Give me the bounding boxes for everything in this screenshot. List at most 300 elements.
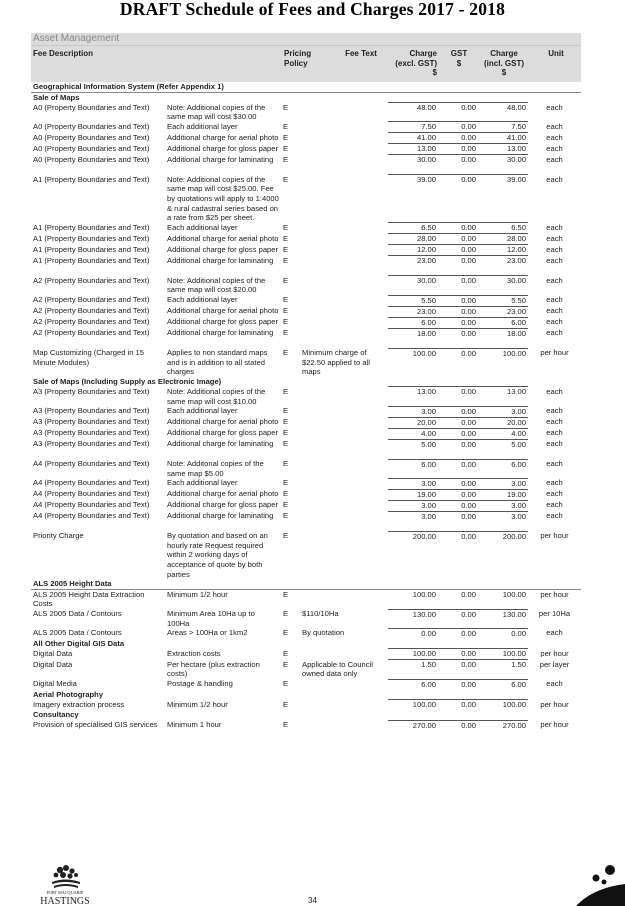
unit: each [546, 439, 563, 449]
table-row [31, 700, 581, 711]
gst-amount: 0.00 [438, 660, 478, 679]
fee-description: A3 (Property Boundaries and Text) [33, 439, 150, 449]
fee-detail: Note: Additional copies of the same map will cost $20.00 [167, 275, 266, 295]
fee-detail: Note: Additional copies of the same map will cost $25.00. Fee by quotations will apply to 1:4000 & rural cadastral series based on a rate from $25 per sheet. [167, 174, 279, 223]
subgroup-heading-row [31, 710, 581, 720]
charge-incl-gst: 100.00 [478, 348, 528, 377]
header-fee-description: Fee Description [33, 49, 94, 58]
subgroup-heading: Sale of Maps [33, 92, 80, 102]
charge-incl-gst: 30.00 [478, 155, 528, 175]
header-gst: GST $ [450, 49, 468, 68]
table-row [31, 328, 581, 348]
charge-incl-gst: 6.50 [478, 223, 528, 234]
charge-excl-gst: 130.00 [388, 609, 438, 628]
gst-amount: 0.00 [438, 700, 478, 711]
gst-amount: 0.00 [438, 628, 478, 639]
charge-excl-gst: 100.00 [388, 700, 438, 711]
fee-description: A4 (Property Boundaries and Text) [33, 459, 150, 469]
gst-amount: 0.00 [438, 155, 478, 175]
pricing-policy: E [283, 317, 289, 327]
charge-incl-gst: 3.00 [478, 500, 528, 511]
charge-excl-gst: 30.00 [388, 155, 438, 175]
charge-excl-gst: 6.50 [388, 223, 438, 234]
fee-text [300, 328, 388, 348]
charge-incl-gst: 30.00 [478, 276, 528, 295]
fee-detail: Per hectare (plus extraction costs) [167, 659, 260, 679]
fee-detail: Additional charge for gloss paper [167, 143, 279, 153]
corner-decoration [548, 862, 625, 906]
pricing-policy: E [283, 679, 289, 688]
charge-excl-gst: 48.00 [388, 103, 438, 122]
fee-description: Map Customizing (Charged in 15 Minute Modules) [33, 348, 145, 367]
charge-incl-gst: 200.00 [478, 531, 528, 579]
gst-amount: 0.00 [438, 478, 478, 489]
table-row [31, 306, 581, 317]
charge-incl-gst: 13.00 [478, 144, 528, 155]
fee-text [300, 700, 388, 711]
table-row [31, 144, 581, 155]
subgroup-heading: Consultancy [33, 710, 79, 720]
charge-excl-gst: 3.00 [388, 500, 438, 511]
logo-line-1: PORT MACQUARIE [46, 890, 84, 895]
fee-description: A2 (Property Boundaries and Text) [33, 317, 150, 327]
charge-incl-gst: 13.00 [478, 387, 528, 406]
pricing-policy: E [283, 306, 289, 316]
table-row [31, 406, 581, 417]
fee-detail: Additional charge for aerial photo [167, 132, 279, 142]
gst-amount: 0.00 [438, 122, 478, 133]
fee-detail: Additional charge for laminating [167, 328, 274, 338]
charge-incl-gst: 18.00 [478, 328, 528, 348]
charge-incl-gst: 130.00 [478, 609, 528, 628]
gst-amount: 0.00 [438, 276, 478, 295]
gst-amount: 0.00 [438, 328, 478, 348]
table-row [31, 234, 581, 245]
gst-amount: 0.00 [438, 103, 478, 122]
fee-description: A0 (Property Boundaries and Text) [33, 102, 150, 112]
table-row [31, 511, 581, 531]
unit: each [546, 295, 563, 305]
charge-excl-gst: 6.00 [388, 459, 438, 478]
charge-excl-gst: 6.00 [388, 317, 438, 328]
unit: each [546, 132, 563, 142]
header-fee-text: Fee Text [345, 49, 377, 58]
fee-detail: Each additional layer [167, 406, 238, 416]
charge-incl-gst: 100.00 [478, 700, 528, 711]
fee-text [300, 649, 388, 660]
fee-text [300, 511, 388, 531]
table-row [31, 256, 581, 276]
gst-amount: 0.00 [438, 223, 478, 234]
charge-excl-gst: 100.00 [388, 649, 438, 660]
table-row [31, 478, 581, 489]
gst-amount: 0.00 [438, 175, 478, 223]
fee-description: A1 (Property Boundaries and Text) [33, 255, 150, 265]
gst-amount: 0.00 [438, 144, 478, 155]
unit: each [546, 428, 563, 438]
fee-text [300, 175, 388, 223]
fee-detail: Postage & handling [167, 679, 233, 688]
table-row [31, 679, 581, 690]
pricing-policy: E [283, 255, 289, 265]
fee-text [300, 489, 388, 500]
fee-text [300, 500, 388, 511]
fee-text [300, 122, 388, 133]
fee-description: A0 (Property Boundaries and Text) [33, 143, 150, 153]
fee-detail: Note: Additonal copies of the same map $5.00 [167, 459, 264, 478]
subgroup-heading-row [31, 92, 581, 103]
fee-detail: Additional charge for aerial photo [167, 306, 279, 316]
charge-excl-gst: 13.00 [388, 144, 438, 155]
header-unit: Unit [548, 49, 564, 58]
fee-detail: Minimum 1/2 hour [167, 699, 228, 709]
fee-description: A3 (Property Boundaries and Text) [33, 428, 150, 438]
table-header [31, 45, 581, 82]
gst-amount: 0.00 [438, 306, 478, 317]
charge-excl-gst: 3.00 [388, 511, 438, 531]
gst-amount: 0.00 [438, 489, 478, 500]
fee-description: A2 (Property Boundaries and Text) [33, 306, 150, 316]
table-row [31, 155, 581, 175]
fee-text: Minimum charge of $22.50 applied to all maps [302, 348, 370, 377]
fee-description: A2 (Property Boundaries and Text) [33, 295, 150, 305]
fee-detail: Each additional layer [167, 295, 238, 305]
charge-incl-gst: 6.00 [478, 317, 528, 328]
charge-excl-gst: 5.50 [388, 295, 438, 306]
unit: each [546, 275, 563, 285]
gst-amount: 0.00 [438, 417, 478, 428]
pricing-policy: E [283, 121, 289, 131]
fee-text [300, 155, 388, 175]
charge-incl-gst: 7.50 [478, 122, 528, 133]
charge-incl-gst: 1.50 [478, 660, 528, 679]
fee-description: A2 (Property Boundaries and Text) [33, 275, 150, 285]
subgroup-heading: All Other Digital GIS Data [33, 638, 125, 648]
gst-amount: 0.00 [438, 609, 478, 628]
pricing-policy: E [283, 275, 289, 285]
fee-detail: Additional charge for gloss paper [167, 428, 279, 438]
unit: each [546, 386, 563, 396]
charge-excl-gst: 3.00 [388, 478, 438, 489]
fee-text [300, 417, 388, 428]
unit: per hour [540, 348, 569, 358]
fee-text [300, 223, 388, 234]
gst-amount: 0.00 [438, 439, 478, 459]
header-charge-excl: Charge (excl. GST) $ [395, 49, 437, 77]
charge-incl-gst: 3.00 [478, 478, 528, 489]
pricing-policy: E [283, 222, 289, 232]
pricing-policy: E [283, 531, 289, 541]
pricing-policy: E [283, 348, 289, 358]
unit: each [546, 478, 563, 488]
pricing-policy: E [283, 609, 289, 619]
charge-incl-gst: 100.00 [478, 589, 528, 609]
pricing-policy: E [283, 328, 289, 338]
gst-amount: 0.00 [438, 649, 478, 660]
unit: each [546, 102, 563, 112]
charge-excl-gst: 0.00 [388, 628, 438, 639]
fee-text [300, 103, 388, 122]
charge-excl-gst: 100.00 [388, 348, 438, 377]
unit: each [546, 406, 563, 416]
pricing-policy: E [283, 478, 289, 488]
unit: per hour [540, 589, 569, 599]
table-row [31, 628, 581, 639]
table-row [31, 276, 581, 295]
gst-amount: 0.00 [438, 406, 478, 417]
gst-amount: 0.00 [438, 256, 478, 276]
group-heading-row [31, 82, 581, 92]
charge-excl-gst: 20.00 [388, 417, 438, 428]
charge-excl-gst: 23.00 [388, 256, 438, 276]
fee-detail: Minimum Area 10Ha up to 100Ha [167, 609, 255, 628]
fee-description: ALS 2005 Height Data Extraction Costs [33, 589, 145, 609]
table-row [31, 660, 581, 679]
gst-amount: 0.00 [438, 500, 478, 511]
unit: each [546, 143, 563, 153]
table-row [31, 122, 581, 133]
charge-excl-gst: 23.00 [388, 306, 438, 317]
charge-incl-gst: 5.00 [478, 439, 528, 459]
pricing-policy: E [283, 459, 289, 469]
charge-excl-gst: 19.00 [388, 489, 438, 500]
table-row [31, 295, 581, 306]
gst-amount: 0.00 [438, 511, 478, 531]
fee-detail: By quotation and based on an hourly rate Request required within 2 working days of acceptance of quote by both parties [167, 531, 268, 579]
charge-excl-gst: 100.00 [388, 589, 438, 609]
fee-detail: Note: Additional copies of the same map will cost $30.00 [167, 102, 266, 122]
group-heading: Geographical Information System (Refer Appendix 1) [31, 82, 581, 92]
fee-description: A1 (Property Boundaries and Text) [33, 174, 150, 184]
subgroup-heading-row [31, 639, 581, 649]
unit: per hour [540, 720, 569, 730]
charge-incl-gst: 4.00 [478, 428, 528, 439]
charge-incl-gst: 48.00 [478, 103, 528, 122]
charge-excl-gst: 3.00 [388, 406, 438, 417]
charge-incl-gst: 270.00 [478, 720, 528, 731]
document-title: DRAFT Schedule of Fees and Charges 2017 - 2018 [119, 0, 506, 19]
gst-amount: 0.00 [438, 679, 478, 690]
table-row [31, 531, 581, 579]
fee-detail: Each additional layer [167, 121, 238, 131]
table-row [31, 489, 581, 500]
fee-detail: Areas > 100Ha or 1km2 [167, 628, 248, 638]
fee-text [300, 720, 388, 731]
fee-text [300, 317, 388, 328]
fee-text [300, 234, 388, 245]
pricing-policy: E [283, 154, 289, 164]
table-row [31, 459, 581, 478]
page-number: 34 [308, 896, 317, 905]
fee-text [300, 459, 388, 478]
fee-text [300, 276, 388, 295]
fee-detail: Additional charge for laminating [167, 511, 274, 521]
pricing-policy: E [283, 428, 289, 438]
fee-description: A3 (Property Boundaries and Text) [33, 386, 150, 396]
pricing-policy: E [283, 406, 289, 416]
gst-amount: 0.00 [438, 348, 478, 377]
pricing-policy: E [283, 720, 289, 730]
pricing-policy: E [283, 295, 289, 305]
table-row [31, 133, 581, 144]
fee-description: Digital Data [33, 648, 73, 658]
fee-detail: Minimum 1 hour [167, 720, 222, 730]
subgroup-heading-row [31, 377, 581, 387]
fee-detail: Note: Additional copies of the same map will cost $10.00 [167, 386, 266, 406]
fee-description: A2 (Property Boundaries and Text) [33, 328, 150, 338]
pricing-policy: E [283, 244, 289, 254]
pricing-policy: E [283, 489, 289, 499]
table-row [31, 348, 581, 377]
unit: each [546, 121, 563, 131]
fee-detail: Each additional layer [167, 222, 238, 232]
table-row [31, 500, 581, 511]
pricing-policy: E [283, 439, 289, 449]
fee-description: A4 (Property Boundaries and Text) [33, 489, 150, 499]
charge-incl-gst: 41.00 [478, 133, 528, 144]
section-title: Asset Management [31, 33, 581, 45]
unit: per hour [540, 648, 569, 658]
charge-incl-gst: 3.00 [478, 511, 528, 531]
fee-detail: Additional charge for gloss paper [167, 244, 279, 254]
fee-description: A4 (Property Boundaries and Text) [33, 500, 150, 510]
charge-incl-gst: 23.00 [478, 256, 528, 276]
fee-text: $110/10Ha [302, 609, 339, 619]
pricing-policy: E [283, 659, 289, 669]
fee-text [300, 531, 388, 579]
fee-description: A3 (Property Boundaries and Text) [33, 417, 150, 427]
gst-amount: 0.00 [438, 428, 478, 439]
gst-amount: 0.00 [438, 531, 478, 579]
pricing-policy: E [283, 648, 289, 658]
fee-detail: Extraction costs [167, 648, 221, 658]
pricing-policy: E [283, 699, 289, 709]
unit: each [546, 511, 563, 521]
subgroup-heading: Sale of Maps (Including Supply as Electronic Image) [33, 376, 222, 386]
table-row [31, 317, 581, 328]
charge-excl-gst: 41.00 [388, 133, 438, 144]
unit: each [546, 679, 563, 688]
fee-detail: Additional charge for laminating [167, 154, 274, 164]
table-row [31, 649, 581, 660]
unit: per layer [539, 659, 570, 669]
charge-incl-gst: 6.00 [478, 459, 528, 478]
charge-excl-gst: 13.00 [388, 387, 438, 406]
table-row [31, 175, 581, 223]
charge-excl-gst: 30.00 [388, 276, 438, 295]
charge-excl-gst: 7.50 [388, 122, 438, 133]
charge-incl-gst: 6.00 [478, 679, 528, 690]
charge-excl-gst: 6.00 [388, 679, 438, 690]
pricing-policy: E [283, 102, 289, 112]
fee-description: A1 (Property Boundaries and Text) [33, 233, 150, 243]
charge-incl-gst: 0.00 [478, 628, 528, 639]
charge-excl-gst: 270.00 [388, 720, 438, 731]
pricing-policy: E [283, 628, 289, 638]
fee-text [300, 144, 388, 155]
fee-description: Imagery extraction process [33, 699, 125, 709]
fee-text: By quotation [302, 628, 345, 638]
fee-description: A1 (Property Boundaries and Text) [33, 244, 150, 254]
charge-excl-gst: 200.00 [388, 531, 438, 579]
fee-text [300, 256, 388, 276]
fee-description: Provision of specialised GIS services [33, 720, 158, 730]
fee-schedule [31, 33, 581, 731]
fee-text [300, 439, 388, 459]
fee-detail: Additional charge for aerial photo [167, 417, 279, 427]
fee-text [300, 245, 388, 256]
charge-excl-gst: 28.00 [388, 234, 438, 245]
unit: each [546, 174, 563, 184]
unit: each [546, 628, 563, 638]
unit: each [546, 417, 563, 427]
fee-description: A0 (Property Boundaries and Text) [33, 132, 150, 142]
fee-detail: Additional charge for gloss paper [167, 500, 279, 510]
fee-table [31, 82, 581, 731]
fee-detail: Additional charge for aerial photo [167, 233, 279, 243]
charge-incl-gst: 19.00 [478, 489, 528, 500]
unit: each [546, 306, 563, 316]
unit: per hour [540, 699, 569, 709]
subgroup-heading: Aerial Photography [33, 689, 104, 699]
unit: each [546, 154, 563, 164]
table-row [31, 223, 581, 234]
gst-amount: 0.00 [438, 317, 478, 328]
unit: each [546, 244, 563, 254]
gst-amount: 0.00 [438, 459, 478, 478]
unit: each [546, 459, 563, 469]
fee-text [300, 406, 388, 417]
table-row [31, 417, 581, 428]
fee-description: A0 (Property Boundaries and Text) [33, 154, 150, 164]
charge-incl-gst: 39.00 [478, 175, 528, 223]
table-row [31, 103, 581, 122]
charge-incl-gst: 5.50 [478, 295, 528, 306]
table-row [31, 609, 581, 628]
gst-amount: 0.00 [438, 234, 478, 245]
gst-amount: 0.00 [438, 589, 478, 609]
pricing-policy: E [283, 132, 289, 142]
fee-description: Digital Media [33, 679, 77, 688]
fee-text: Applicable to Council owned data only [302, 659, 373, 679]
gst-amount: 0.00 [438, 387, 478, 406]
pricing-policy: E [283, 233, 289, 243]
fee-description: A1 (Property Boundaries and Text) [33, 222, 150, 232]
logo-line-2: HASTINGS [40, 896, 90, 906]
pricing-policy: E [283, 386, 289, 396]
unit: per 10Ha [538, 609, 571, 619]
unit: each [546, 255, 563, 265]
fee-detail: Minimum 1/2 hour [167, 589, 228, 599]
pricing-policy: E [283, 589, 289, 599]
table-row [31, 387, 581, 406]
group-heading: ALS 2005 Height Data [31, 579, 581, 589]
pricing-policy: E [283, 511, 289, 521]
fee-text [300, 387, 388, 406]
fee-description: Priority Charge [33, 531, 84, 541]
fee-description: ALS 2005 Data / Contours [33, 628, 122, 638]
charge-incl-gst: 23.00 [478, 306, 528, 317]
unit: per hour [540, 531, 569, 541]
table-row [31, 439, 581, 459]
unit: each [546, 500, 563, 510]
charge-incl-gst: 3.00 [478, 406, 528, 417]
fee-text [300, 428, 388, 439]
fee-text [300, 679, 388, 690]
pricing-policy: E [283, 500, 289, 510]
fee-description: A0 (Property Boundaries and Text) [33, 121, 150, 131]
fee-text [300, 478, 388, 489]
